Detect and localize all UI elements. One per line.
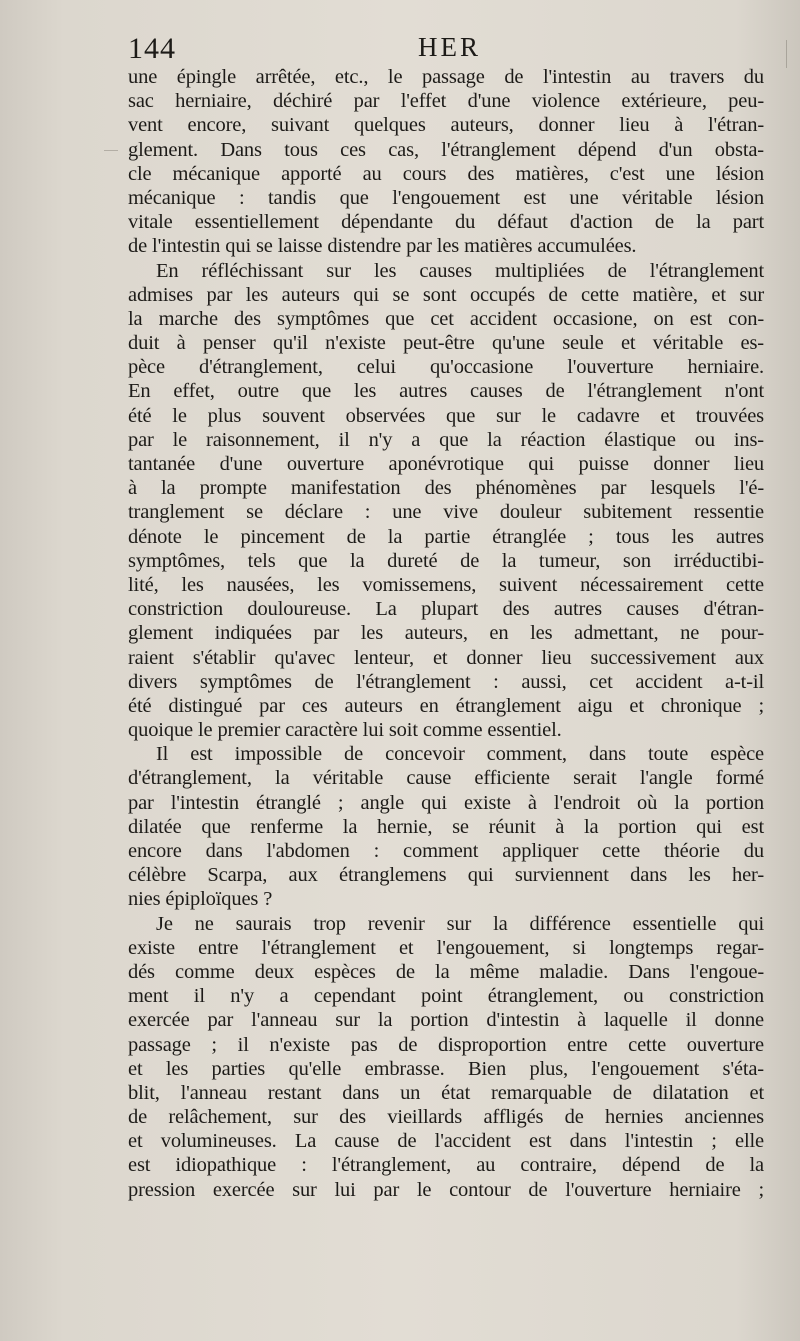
running-head: HER [418,32,481,62]
text-line: quoique le premier caractère lui soit comme essentiel. [128,719,562,742]
text-line: Je ne saurais trop revenir sur la différence essentielle qui [156,912,764,935]
text-line: été le plus souvent observées que sur le cadavre et trouvées [128,404,764,427]
text-line: pèce d'étranglement, celui qu'occasione l'ouverture herniaire. [128,356,764,379]
text-line: glement indiquées par les auteurs, en les admettant, ne pour- [128,622,764,645]
text-line: par l'intestin étranglé ; angle qui existe à l'endroit où la portion [128,791,764,814]
text-line: tantanée d'une ouverture aponévrotique qui puisse donner lieu [128,453,764,475]
text-line: ment il n'y a cependant point étranglement, ou constriction [128,985,764,1008]
text-line: passage ; il n'existe pas de disproportion entre cette ouverture [128,1033,764,1056]
text-line: En effet, outre que les autres causes de l'étranglement n'ont [128,380,764,403]
text-line: été distingué par ces auteurs en étranglement aigu et chronique ; [128,694,764,717]
text-line: d'étranglement, la véritable cause efficiente serait l'angle formé [128,767,764,790]
text-line: cle mécanique apporté au cours des matières, c'est une lésion [128,162,764,185]
text-line: la marche des symptômes que cet accident occasione, on est con- [128,307,764,330]
text-line: symptômes, tels que la dureté de la tumeur, son irréductibi- [128,549,764,572]
text-line: nies épiploïques ? [128,888,273,911]
text-line: En réfléchissant sur les causes multipliées de l'étranglement [156,259,764,282]
text-line: admises par les auteurs qui se sont occupés de cette matière, et sur [128,283,764,306]
page-number: 144 [128,32,176,65]
text-line: blit, l'anneau restant dans un état remarquable de dilatation et [128,1081,764,1104]
text-line: une épingle arrêtée, etc., le passage de l'intestin au travers du [128,66,764,88]
text-line: duit à penser qu'il n'existe peut-être qu'une seule et véritable es- [128,332,764,355]
text-line: pression exercée sur lui par le contour de l'ouverture herniaire ; [128,1178,764,1201]
text-line: glement. Dans tous ces cas, l'étranglement dépend d'un obsta- [128,138,764,161]
text-line: lité, les nausées, les vomissemens, suivent nécessairement cette [128,573,764,596]
text-line: sac herniaire, déchiré par l'effet d'une violence extérieure, peu- [128,90,764,113]
margin-mark-left [104,150,118,177]
text-line: à la prompte manifestation des phénomènes par lesquels l'é- [128,477,764,500]
text-line: constriction douloureuse. La plupart des autres causes d'étran- [128,598,764,621]
text-line: raient s'établir qu'avec lenteur, et donner lieu successivement aux [128,646,764,669]
text-line: dés comme deux espèces de la même maladie. Dans l'engoue- [128,960,764,983]
text-line: divers symptômes de l'étranglement : aussi, cet accident a-t-il [128,670,764,693]
text-line: mécanique : tandis que l'engouement est une véritable lésion [128,186,764,209]
page-header [126,26,766,66]
text-line: de l'intestin qui se laisse distendre par les matières accumulées. [128,235,637,258]
text-line: existe entre l'étranglement et l'engouement, si longtemps regar- [128,936,764,959]
text-line: et les parties qu'elle embrasse. Bien plus, l'engouement s'éta- [128,1057,764,1080]
text-line: vitale essentiellement dépendante du défaut d'action de la part [128,211,764,234]
text-line: vent encore, suivant quelques auteurs, donner lieu à l'étran- [128,114,764,137]
body-text [128,65,764,1202]
text-line: célèbre Scarpa, aux étranglemens qui surviennent dans les her- [128,864,764,887]
text-line: est idiopathique : l'étranglement, au contraire, dépend de la [128,1154,764,1177]
text-line: exercée par l'anneau sur la portion d'intestin à laquelle il donne [128,1009,764,1032]
text-line: et volumineuses. La cause de l'accident est dans l'intestin ; elle [128,1130,764,1153]
text-line: dilatée que renferme la hernie, se réunit à la portion qui est [128,815,764,838]
margin-mark-right [786,40,787,68]
text-line: dénote le pincement de la partie étranglée ; tous les autres [128,525,764,548]
text-line: encore dans l'abdomen : comment appliquer cette théorie du [128,840,764,862]
text-line: tranglement se déclare : une vive douleur subitement ressentie [128,501,764,524]
text-line: par le raisonnement, il n'y a que la réaction élastique ou ins- [128,428,764,451]
text-line: de relâchement, sur des vieillards affligés de hernies anciennes [128,1106,764,1129]
text-line: Il est impossible de concevoir comment, dans toute espèce [156,743,764,766]
